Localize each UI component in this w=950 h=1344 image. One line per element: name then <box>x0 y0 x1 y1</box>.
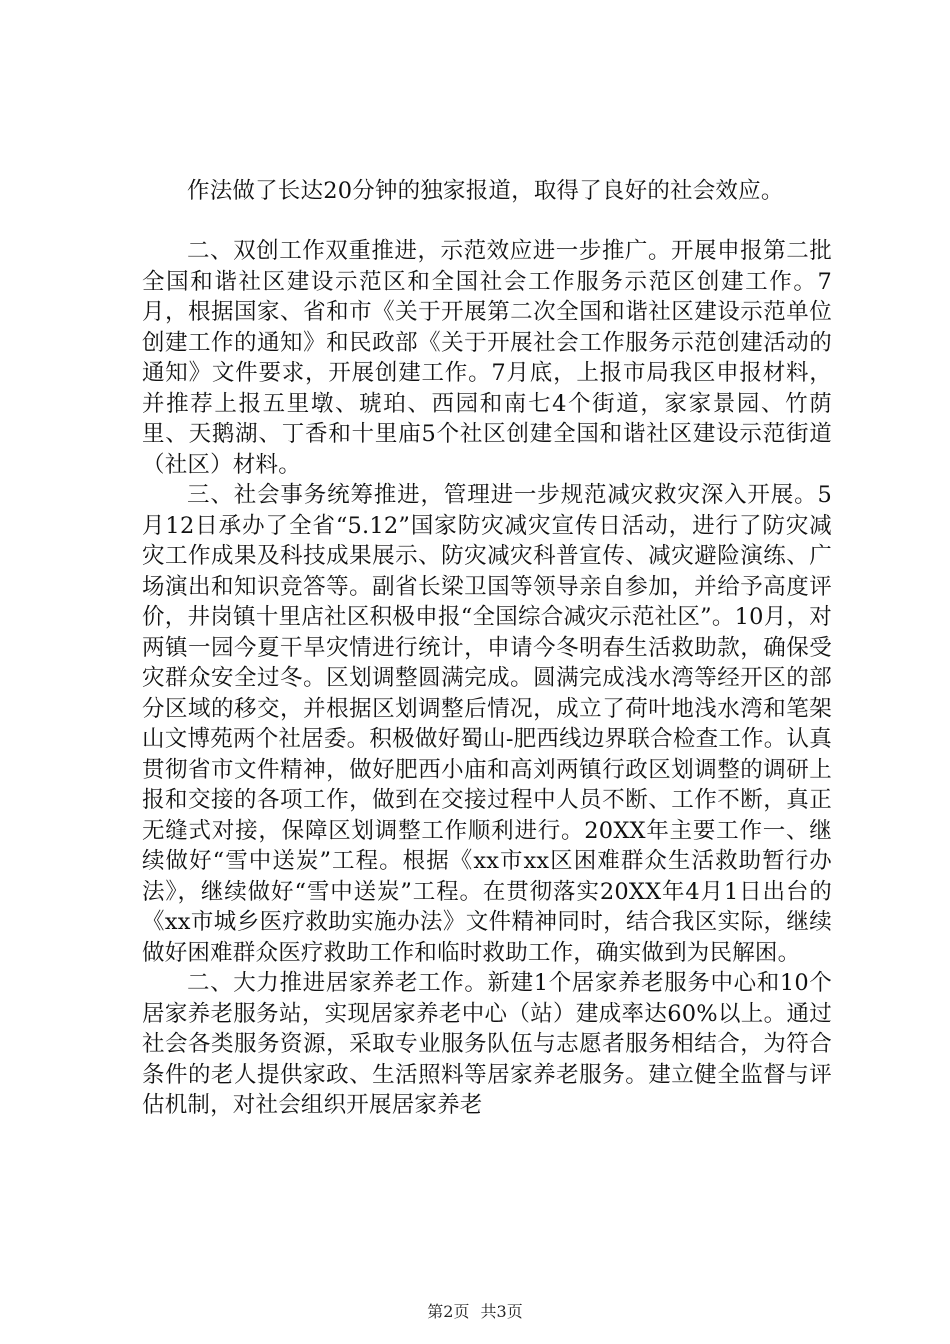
page-number: 第2页 <box>427 1302 470 1321</box>
text-block-body <box>142 236 832 1121</box>
page-total: 共3页 <box>480 1302 523 1321</box>
paragraph-jujia-yanglao: 二、大力推进居家养老工作。新建1个居家养老服务中心和10个居家养老服务站，实现居家养老中心（站）建成率达60%以上。通过社会各类服务资源，采取专业服务队伍与志愿者服务相结合，为符合条件的老人提供家政、生活照料等居家养老服务。建立健全监督与评估机制，对社会组织开展居家养老 <box>142 970 832 1118</box>
text-block-top <box>142 176 832 207</box>
page-footer <box>0 1302 950 1322</box>
paragraph-continuation: 作法做了长达20分钟的独家报道，取得了良好的社会效应。 <box>187 178 784 204</box>
paragraph-shehui-shiwu: 三、社会事务统筹推进，管理进一步规范减灾救灾深入开展。5月12日承办了全省“5.12”国家防灾减灾宣传日活动，进行了防灾减灾工作成果及科技成果展示、防灾减灾科普宣传、减灾避险演练、广场演出和知识竞答等。副省长梁卫国等领导亲自参加，并给予高度评价，井岗镇十里店社区积极申报“全国综合减灾示范社区”。10月，对两镇一园今夏干旱灾情进行统计，申请今冬明春生活救助款，确保受灾群众安全过冬。区划调整圆满完成。圆满完成浅水湾等经开区的部分区域的移交，并根据区划调整后情况，成立了荷叶地浅水湾和笔架山文博苑两个社居委。积极做好蜀山-肥西线边界联合检查工作。认真贯彻省市文件精神，做好肥西小庙和高刘两镇行政区划调整的调研上报和交接的各项工作，做到在交接过程中人员不断、工作不断，真正无缝式对接，保障区划调整工作顺利进行。20XX年主要工作一、继续做好“雪中送炭”工程。根据《xx市xx区困难群众生活救助暂行办法》，继续做好“雪中送炭”工程。在贯彻落实20XX年4月1日出台的《xx市城乡医疗救助实施办法》文件精神同时，结合我区实际，继续做好困难群众医疗救助工作和临时救助工作，确实做到为民解困。 <box>142 482 832 966</box>
paragraph-shuangchuang: 二、双创工作双重推进，示范效应进一步推广。开展申报第二批全国和谐社区建设示范区和全国社会工作服务示范区创建工作。7月，根据国家、省和市《关于开展第二次全国和谐社区建设示范单位创建工作的通知》和民政部《关于开展社会工作服务示范创建活动的通知》文件要求，开展创建工作。7月底，上报市局我区申报材料，并推荐上报五里墩、琥珀、西园和南七4个街道，家家景园、竹荫里、天鹅湖、丁香和十里庙5个社区创建全国和谐社区建设示范街道（社区）材料。 <box>142 238 832 478</box>
